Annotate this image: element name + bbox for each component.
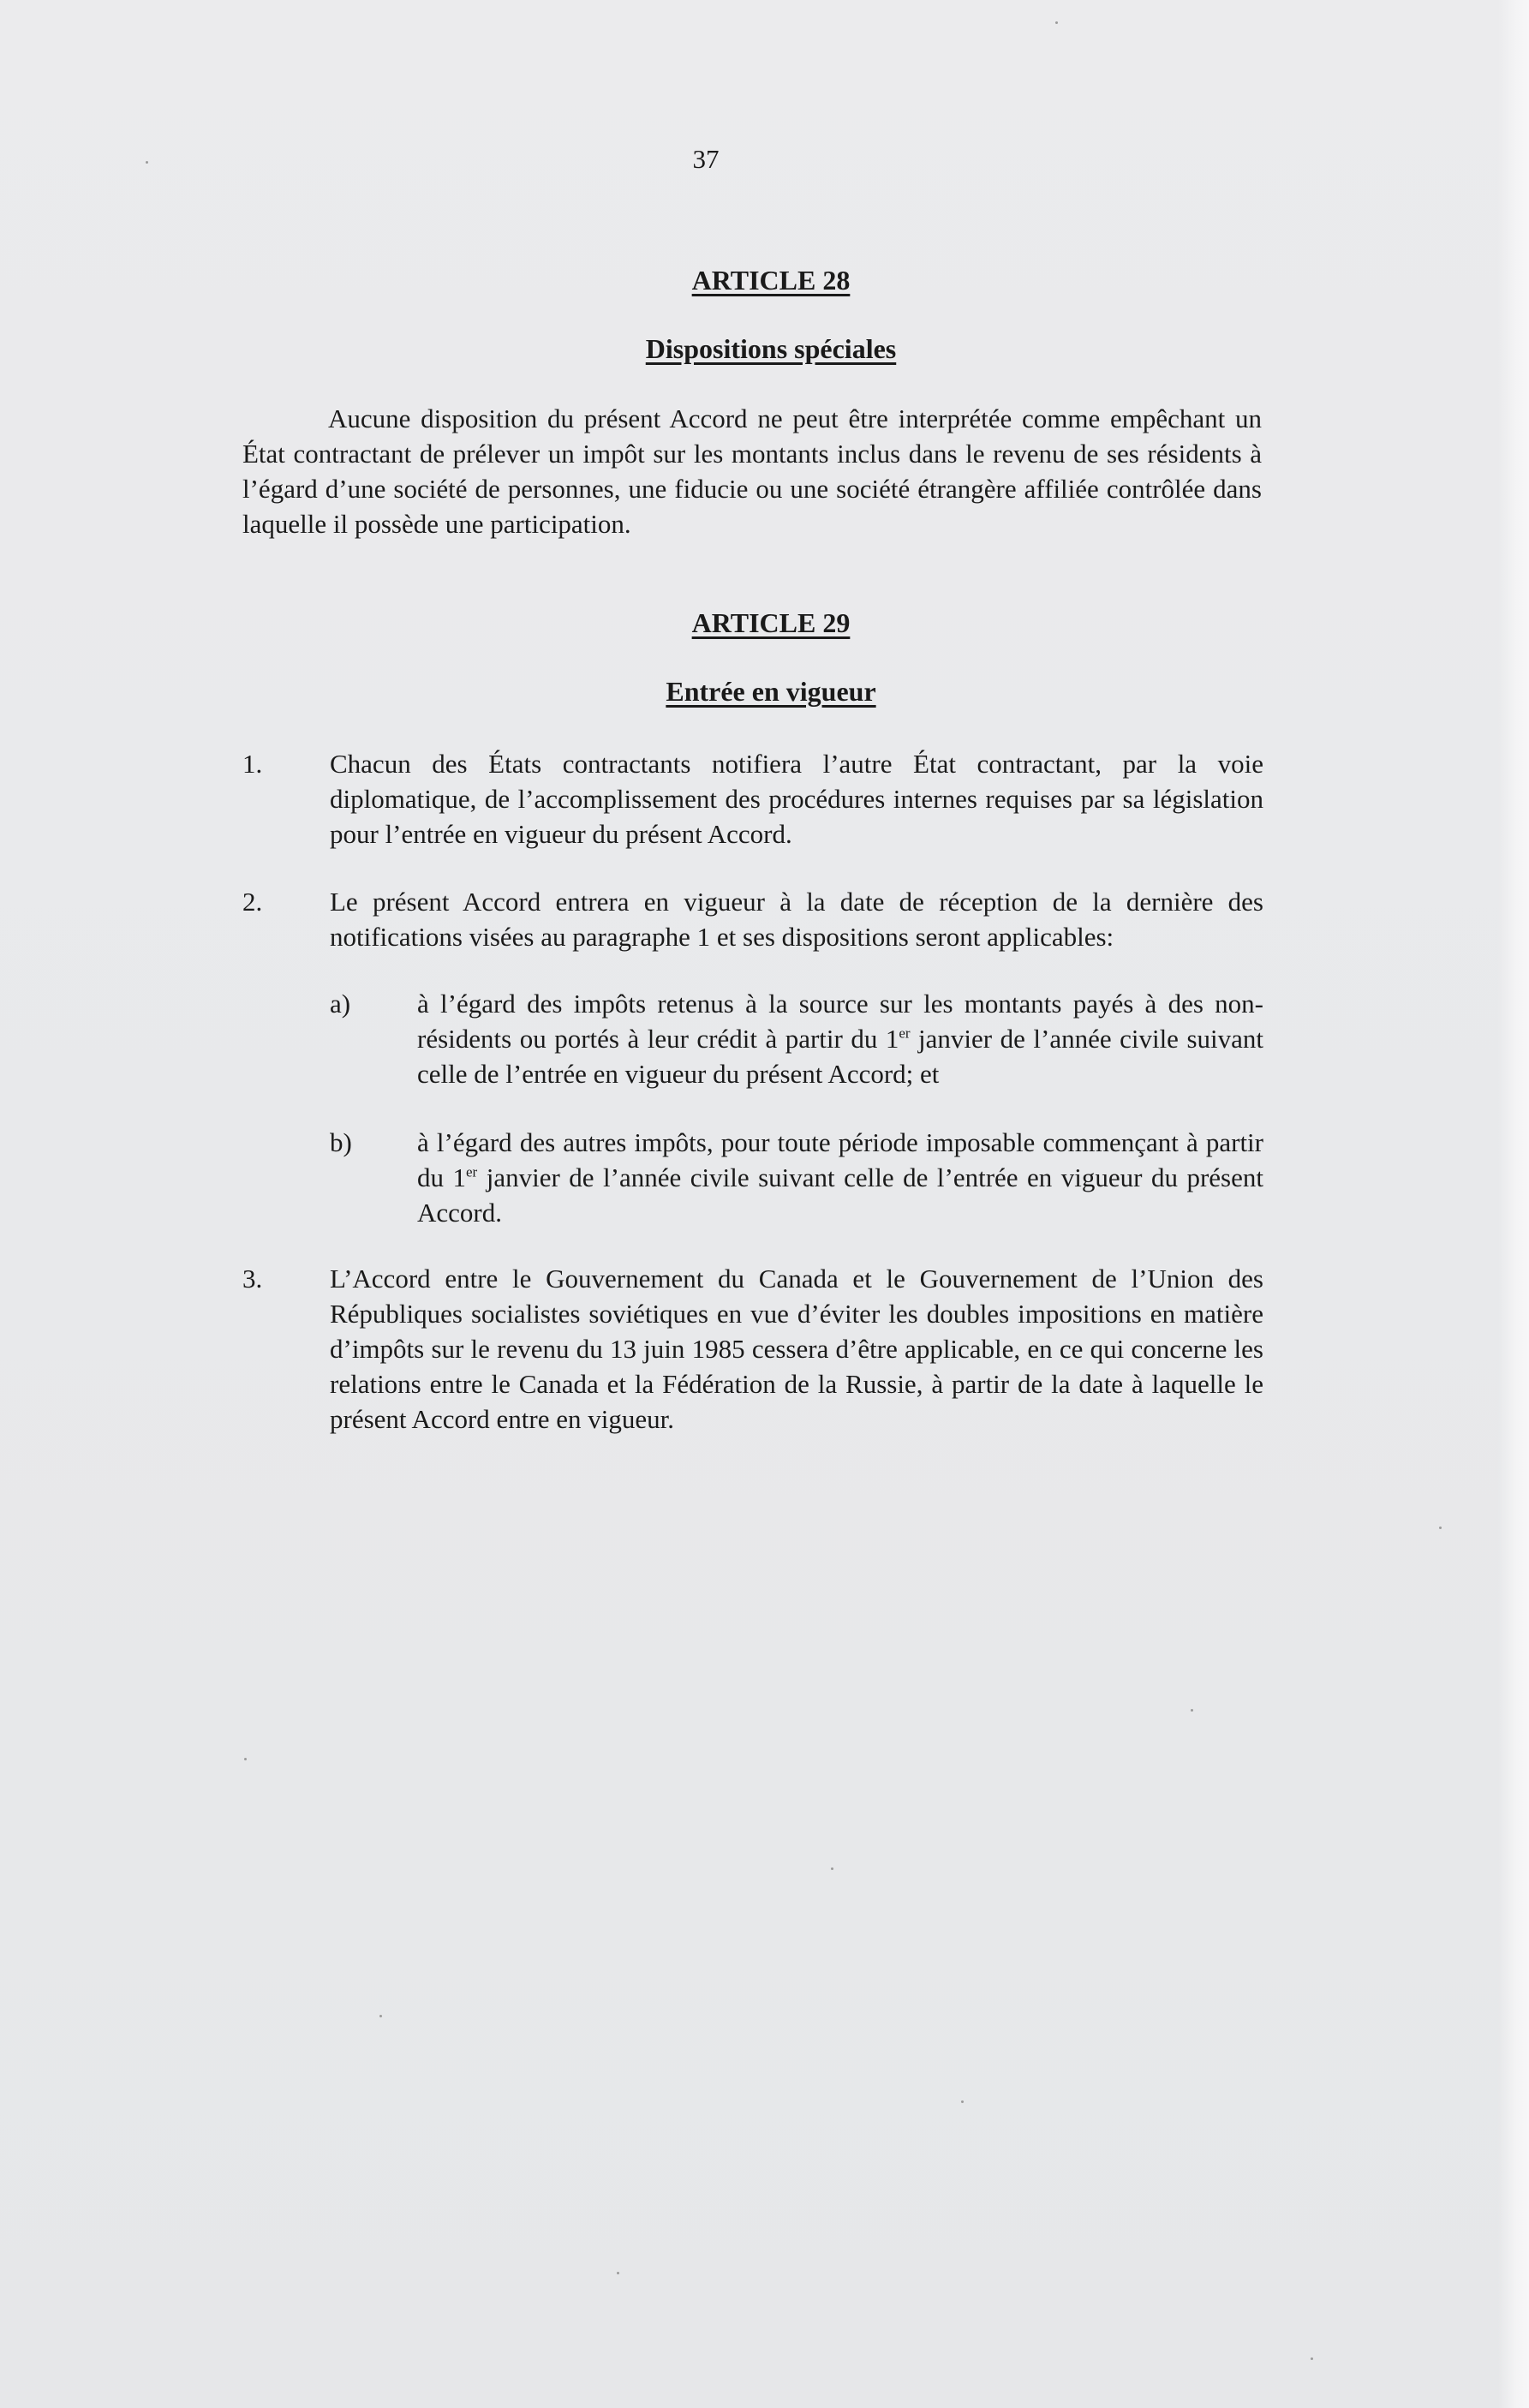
scan-speck: [1055, 21, 1058, 24]
scan-speck: [244, 1758, 247, 1760]
paragraph-2-text: Le présent Accord entrera en vigueur à la date de réception de la dernière des notifications visées au paragraphe 1 et ses dispositions seront applicables:: [330, 887, 1263, 952]
subparagraph-a-text-start: à l’égard des impôts retenus à la source sur les montants payés à des non-résidents ou portés à leur crédit à partir du 1: [417, 989, 1263, 1054]
scan-speck: [146, 161, 148, 164]
subparagraph-a-text-end: janvier de l’année civile suivant celle de l’entrée en vigueur du présent Accord; et: [417, 1024, 1263, 1089]
subparagraph-b-label: b): [330, 1127, 352, 1157]
paragraph-3-text: L’Accord entre le Gouvernement du Canada et le Gouvernement de l’Union des Républiques socialistes soviétiques en vue d’éviter les doubles impositions en matière d’impôts sur le revenu du 13 juin 1985 cessera d’être applicable, en ce qui concerne les relations entre le Canada et la Fédération de la Russie, à partir de la date à laquelle le présent Accord entre en vigueur.: [330, 1264, 1263, 1434]
article-28-body: Aucune disposition du présent Accord ne peut être interprétée comme empêchant un État contractant de prélever un impôt sur les montants inclus dans le revenu de ses résidents à l’égard d’une société de personnes, une fiducie ou une société étrangère affiliée contrôlée dans laquelle il possède une participation.: [242, 403, 1262, 539]
article-29-subheading: Entrée en vigueur: [666, 676, 876, 707]
paragraph-2-number: 2.: [242, 887, 263, 917]
page-number: 37: [692, 144, 720, 174]
scan-speck: [961, 2100, 964, 2103]
paragraph-1-number: 1.: [242, 749, 263, 779]
subparagraph-b-text-start: à l’égard des autres impôts, pour toute période imposable commençant à partir du 1: [417, 1127, 1263, 1192]
subparagraph-b-text: [417, 1125, 1263, 1230]
article-29-heading: ARTICLE 29: [691, 607, 851, 638]
subparagraph-b-text-end: janvier de l’année civile suivant celle de l’entrée en vigueur du présent Accord.: [417, 1162, 1263, 1228]
subparagraph-a-text: [417, 986, 1263, 1091]
scan-speck: [1439, 1527, 1442, 1529]
paragraph-1-text: Chacun des États contractants notifiera l’autre État contractant, par la voie diplomatique, de l’accomplissement des procédures internes requises par sa législation pour l’entrée en vigueur du présent Accord.: [330, 749, 1263, 849]
paragraph-3-number: 3.: [242, 1264, 263, 1294]
scan-speck: [1191, 1709, 1193, 1712]
ordinal-suffix: er: [899, 1025, 911, 1042]
scan-speck: [1311, 2357, 1313, 2360]
scan-speck: [617, 2272, 619, 2274]
scan-speck: [831, 1867, 833, 1870]
subparagraph-a-label: a): [330, 989, 351, 1019]
article-28-heading: ARTICLE 28: [691, 265, 851, 296]
ordinal-suffix: er: [466, 1163, 478, 1180]
scan-speck: [379, 2015, 382, 2017]
article-28-subheading: Dispositions spéciales: [645, 333, 897, 364]
